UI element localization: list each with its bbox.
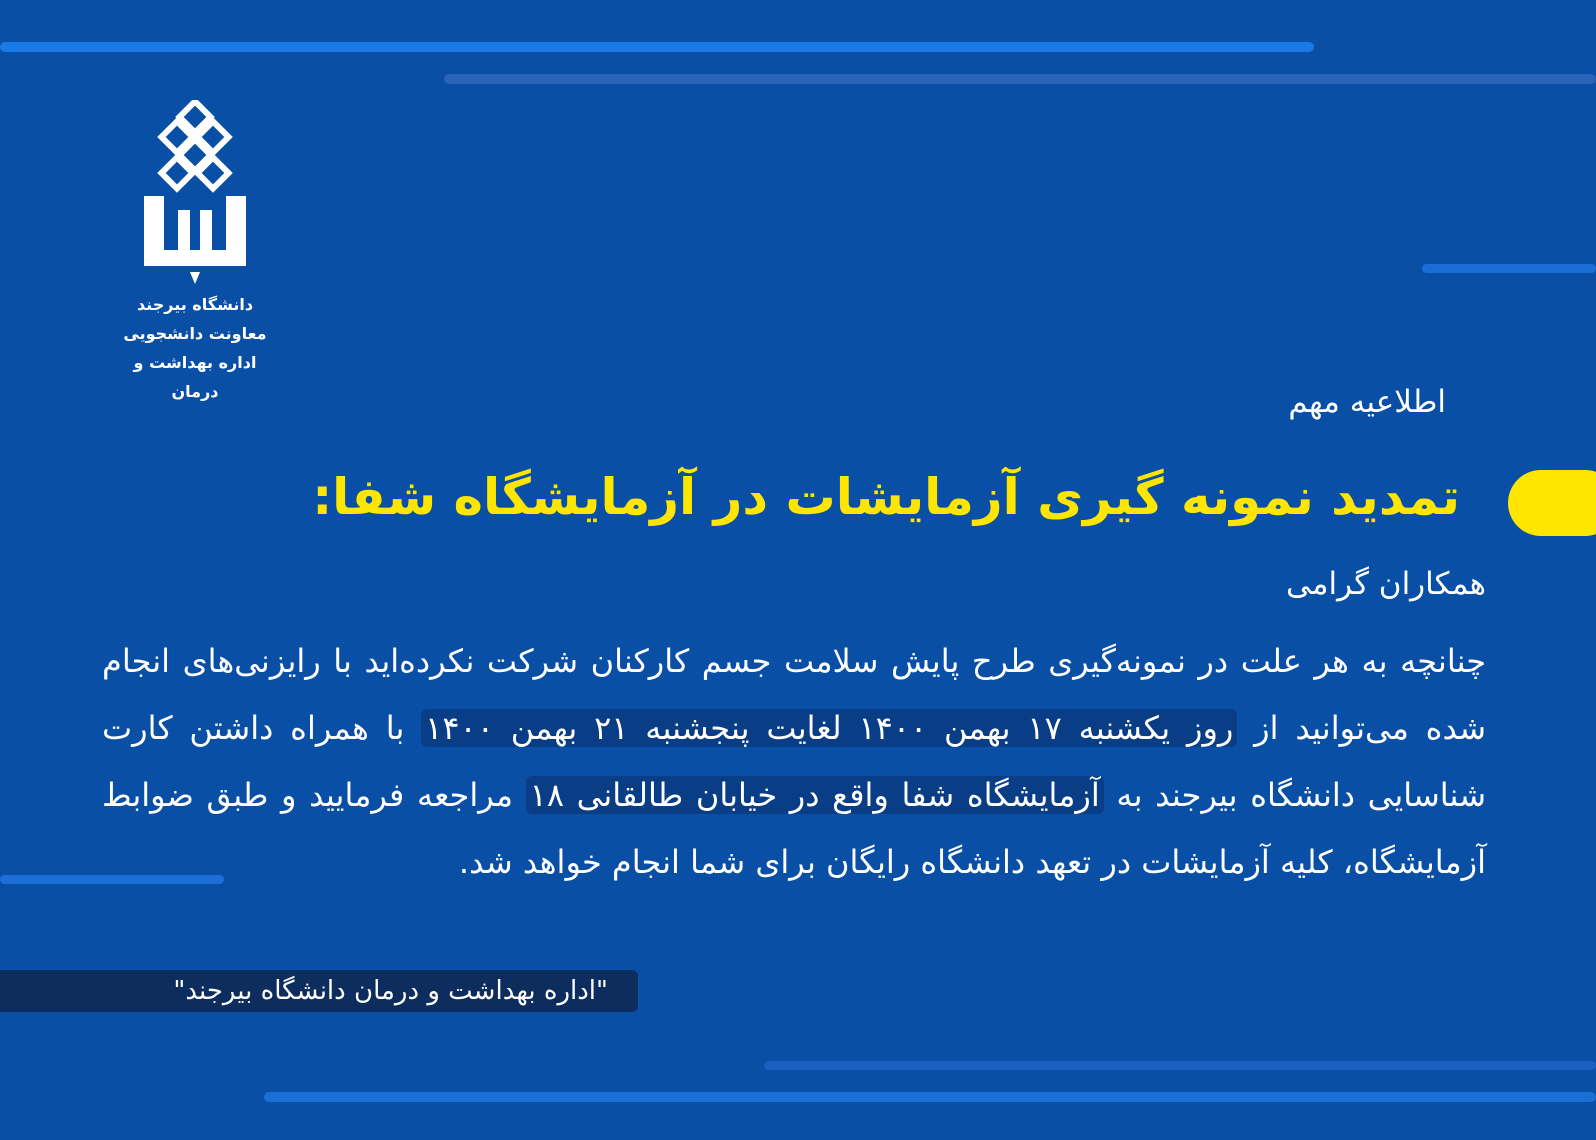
body-part-3: مراجعه فرمایید و طبق ضوابط آزمایشگاه، کلیه آزمایشات در تعهد دانشگاه رایگان برای شما انجام خواهد شد.	[102, 776, 1486, 881]
notice-label: اطلاعیه مهم	[1288, 384, 1446, 420]
highlight-dates: روز یکشنبه ۱۷ بهمن ۱۴۰۰ لغایت پنجشنبه ۲۱ بهمن ۱۴۰۰	[421, 709, 1237, 747]
yellow-pill-accent	[1508, 470, 1596, 536]
body-part-2: با همراه داشتن کارت شناسایی دانشگاه بیرجند به	[102, 709, 1487, 814]
decor-bar-bottom-1	[764, 1061, 1596, 1070]
highlight-location: آزمایشگاه شفا واقع در خیابان طالقانی ۱۸	[526, 776, 1104, 814]
decor-bar-top-1	[0, 42, 1314, 52]
headline: تمدید نمونه گیری آزمایشات در آزمایشگاه شفا:	[312, 468, 1460, 526]
greeting: همکاران گرامی	[1286, 566, 1486, 602]
announcement-body	[102, 628, 1486, 896]
university-emblem-icon	[140, 100, 250, 290]
logo-line-deputy: معاونت دانشجویی	[123, 324, 267, 343]
decor-bar-right	[1422, 264, 1596, 273]
footer-signature: "اداره بهداشت و درمان دانشگاه بیرجند"	[0, 970, 638, 1012]
university-logo	[110, 100, 280, 406]
logo-line-office: اداره بهداشت و درمان	[133, 353, 257, 401]
decor-bar-top-2	[444, 74, 1596, 84]
body-part-1: چنانچه به هر علت در نمونه‌گیری طرح پایش سلامت جسم کارکنان شرکت نکرده‌اید با رایزنی‌های انجام شده می‌توانید از	[102, 642, 1487, 747]
decor-bar-bottom-2	[264, 1092, 1596, 1102]
logo-line-university: دانشگاه بیرجند	[136, 295, 254, 314]
